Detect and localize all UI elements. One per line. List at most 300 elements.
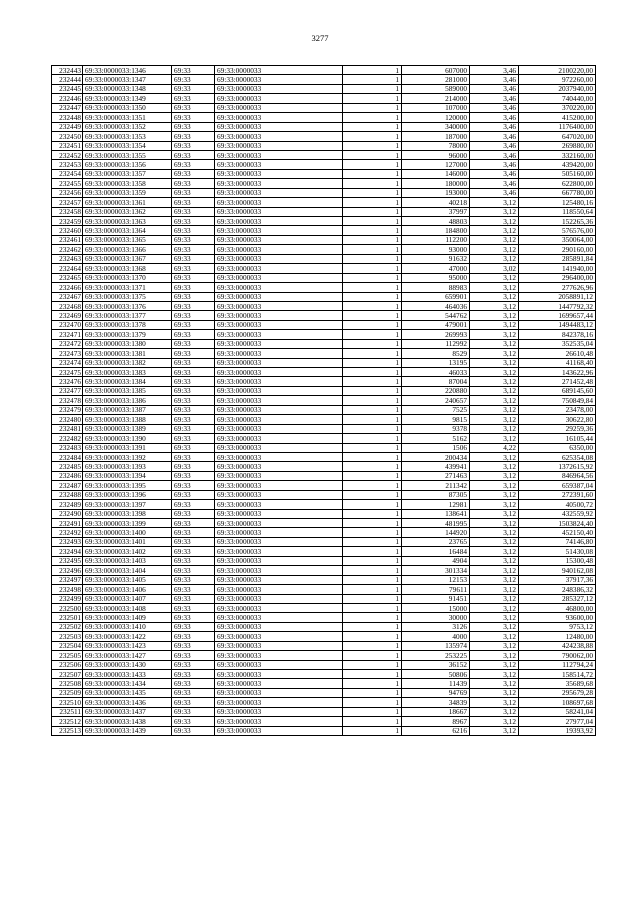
table-row [52, 632, 596, 641]
area-cell: 200434 [402, 452, 470, 461]
cadastral-number-cell: 69:33:0000033:1389 [83, 424, 172, 433]
cadastral-number-cell: 69:33:0000033:1404 [83, 566, 172, 575]
cadastral-number-cell: 69:33:0000033:1397 [83, 500, 172, 509]
area-cell: 46033 [402, 368, 470, 377]
quarter-number-cell: 69:33:0000033 [215, 226, 343, 235]
district-code-cell: 69:33 [172, 150, 215, 159]
table-body [52, 66, 596, 736]
table-row [52, 641, 596, 650]
quarter-number-cell: 69:33:0000033 [215, 641, 343, 650]
value-cell: 1494483,12 [519, 320, 596, 329]
quarter-number-cell: 69:33:0000033 [215, 547, 343, 556]
table-row [52, 670, 596, 679]
rate-cell: 3,12 [470, 273, 519, 282]
count-cell: 1 [343, 132, 402, 141]
table-row [52, 283, 596, 292]
area-cell: 1506 [402, 443, 470, 452]
rate-cell: 3,02 [470, 264, 519, 273]
rate-cell: 3,12 [470, 509, 519, 518]
rate-cell: 3,12 [470, 207, 519, 216]
district-code-cell: 69:33 [172, 434, 215, 443]
value-cell: 424238,88 [519, 641, 596, 650]
district-code-cell: 69:33 [172, 660, 215, 669]
row-number-cell: 232449 [52, 122, 83, 131]
cadastral-number-cell: 69:33:0000033:1358 [83, 179, 172, 188]
cadastral-number-cell: 69:33:0000033:1402 [83, 547, 172, 556]
table-row [52, 679, 596, 688]
rate-cell: 3,12 [470, 339, 519, 348]
cadastral-number-cell: 69:33:0000033:1399 [83, 519, 172, 528]
table-row [52, 594, 596, 603]
cadastral-number-cell: 69:33:0000033:1384 [83, 377, 172, 386]
quarter-number-cell: 69:33:0000033 [215, 150, 343, 159]
district-code-cell: 69:33 [172, 66, 215, 75]
rate-cell: 3,12 [470, 556, 519, 565]
cadastral-number-cell: 69:33:0000033:1410 [83, 622, 172, 631]
count-cell: 1 [343, 641, 402, 650]
value-cell: 6350,00 [519, 443, 596, 452]
quarter-number-cell: 69:33:0000033 [215, 169, 343, 178]
table-row [52, 424, 596, 433]
value-cell: 15300,48 [519, 556, 596, 565]
district-code-cell: 69:33 [172, 226, 215, 235]
cadastral-number-cell: 69:33:0000033:1381 [83, 349, 172, 358]
quarter-number-cell: 69:33:0000033 [215, 594, 343, 603]
cadastral-number-cell: 69:33:0000033:1401 [83, 537, 172, 546]
district-code-cell: 69:33 [172, 358, 215, 367]
count-cell: 1 [343, 75, 402, 84]
quarter-number-cell: 69:33:0000033 [215, 160, 343, 169]
cadastral-number-cell: 69:33:0000033:1383 [83, 368, 172, 377]
rate-cell: 3,12 [470, 424, 519, 433]
count-cell: 1 [343, 471, 402, 480]
quarter-number-cell: 69:33:0000033 [215, 358, 343, 367]
table-row [52, 603, 596, 612]
area-cell: 18667 [402, 707, 470, 716]
district-code-cell: 69:33 [172, 339, 215, 348]
count-cell: 1 [343, 207, 402, 216]
row-number-cell: 232478 [52, 396, 83, 405]
row-number-cell: 232489 [52, 500, 83, 509]
row-number-cell: 232469 [52, 311, 83, 320]
area-cell: 12153 [402, 575, 470, 584]
row-number-cell: 232448 [52, 113, 83, 122]
table-row [52, 320, 596, 329]
quarter-number-cell: 69:33:0000033 [215, 585, 343, 594]
district-code-cell: 69:33 [172, 632, 215, 641]
cadastral-number-cell: 69:33:0000033:1434 [83, 679, 172, 688]
rate-cell: 3,12 [470, 594, 519, 603]
area-cell: 78000 [402, 141, 470, 150]
count-cell: 1 [343, 651, 402, 660]
quarter-number-cell: 69:33:0000033 [215, 698, 343, 707]
district-code-cell: 69:33 [172, 396, 215, 405]
count-cell: 1 [343, 349, 402, 358]
district-code-cell: 69:33 [172, 122, 215, 131]
district-code-cell: 69:33 [172, 179, 215, 188]
area-cell: 607000 [402, 66, 470, 75]
district-code-cell: 69:33 [172, 566, 215, 575]
row-number-cell: 232450 [52, 132, 83, 141]
district-code-cell: 69:33 [172, 613, 215, 622]
row-number-cell: 232456 [52, 188, 83, 197]
table-row [52, 122, 596, 131]
row-number-cell: 232455 [52, 179, 83, 188]
value-cell: 141940,00 [519, 264, 596, 273]
rate-cell: 3,12 [470, 670, 519, 679]
area-cell: 8967 [402, 717, 470, 726]
row-number-cell: 232443 [52, 66, 83, 75]
quarter-number-cell: 69:33:0000033 [215, 301, 343, 310]
district-code-cell: 69:33 [172, 301, 215, 310]
count-cell: 1 [343, 254, 402, 263]
rate-cell: 3,12 [470, 632, 519, 641]
value-cell: 74146,80 [519, 537, 596, 546]
row-number-cell: 232481 [52, 424, 83, 433]
area-cell: 79611 [402, 585, 470, 594]
table-row [52, 660, 596, 669]
row-number-cell: 232468 [52, 301, 83, 310]
area-cell: 112992 [402, 339, 470, 348]
quarter-number-cell: 69:33:0000033 [215, 500, 343, 509]
quarter-number-cell: 69:33:0000033 [215, 245, 343, 254]
count-cell: 1 [343, 528, 402, 537]
table-row [52, 217, 596, 226]
row-number-cell: 232474 [52, 358, 83, 367]
value-cell: 432559,92 [519, 509, 596, 518]
count-cell: 1 [343, 519, 402, 528]
row-number-cell: 232500 [52, 603, 83, 612]
table-row [52, 434, 596, 443]
cadastral-number-cell: 69:33:0000033:1385 [83, 386, 172, 395]
cadastral-number-cell: 69:33:0000033:1347 [83, 75, 172, 84]
value-cell: 41168,40 [519, 358, 596, 367]
count-cell: 1 [343, 698, 402, 707]
cadastral-number-cell: 69:33:0000033:1354 [83, 141, 172, 150]
row-number-cell: 232492 [52, 528, 83, 537]
cadastral-number-cell: 69:33:0000033:1370 [83, 273, 172, 282]
count-cell: 1 [343, 688, 402, 697]
area-cell: 16484 [402, 547, 470, 556]
area-cell: 112200 [402, 235, 470, 244]
count-cell: 1 [343, 556, 402, 565]
quarter-number-cell: 69:33:0000033 [215, 264, 343, 273]
table-row [52, 462, 596, 471]
table-row [52, 132, 596, 141]
count-cell: 1 [343, 169, 402, 178]
count-cell: 1 [343, 452, 402, 461]
table-row [52, 207, 596, 216]
district-code-cell: 69:33 [172, 292, 215, 301]
row-number-cell: 232454 [52, 169, 83, 178]
rate-cell: 3,12 [470, 311, 519, 320]
row-number-cell: 232458 [52, 207, 83, 216]
area-cell: 94769 [402, 688, 470, 697]
value-cell: 1372615,92 [519, 462, 596, 471]
cadastral-number-cell: 69:33:0000033:1408 [83, 603, 172, 612]
count-cell: 1 [343, 679, 402, 688]
rate-cell: 3,12 [470, 688, 519, 697]
table-row [52, 622, 596, 631]
table-row [52, 273, 596, 282]
rate-cell: 3,12 [470, 651, 519, 660]
quarter-number-cell: 69:33:0000033 [215, 339, 343, 348]
cadastral-number-cell: 69:33:0000033:1393 [83, 462, 172, 471]
area-cell: 301334 [402, 566, 470, 575]
count-cell: 1 [343, 415, 402, 424]
district-code-cell: 69:33 [172, 103, 215, 112]
area-cell: 180000 [402, 179, 470, 188]
count-cell: 1 [343, 424, 402, 433]
area-cell: 47000 [402, 264, 470, 273]
rate-cell: 3,12 [470, 660, 519, 669]
area-cell: 479001 [402, 320, 470, 329]
rate-cell: 3,12 [470, 386, 519, 395]
value-cell: 750849,84 [519, 396, 596, 405]
value-cell: 27977,04 [519, 717, 596, 726]
district-code-cell: 69:33 [172, 585, 215, 594]
area-cell: 15000 [402, 603, 470, 612]
value-cell: 1699657,44 [519, 311, 596, 320]
rate-cell: 3,12 [470, 330, 519, 339]
rate-cell: 3,12 [470, 462, 519, 471]
area-cell: 146000 [402, 169, 470, 178]
district-code-cell: 69:33 [172, 707, 215, 716]
area-cell: 193000 [402, 188, 470, 197]
district-code-cell: 69:33 [172, 594, 215, 603]
district-code-cell: 69:33 [172, 462, 215, 471]
row-number-cell: 232507 [52, 670, 83, 679]
district-code-cell: 69:33 [172, 84, 215, 93]
area-cell: 120000 [402, 113, 470, 122]
table-row [52, 377, 596, 386]
quarter-number-cell: 69:33:0000033 [215, 320, 343, 329]
quarter-number-cell: 69:33:0000033 [215, 490, 343, 499]
district-code-cell: 69:33 [172, 443, 215, 452]
rate-cell: 3,12 [470, 481, 519, 490]
table-row [52, 471, 596, 480]
row-number-cell: 232472 [52, 339, 83, 348]
quarter-number-cell: 69:33:0000033 [215, 84, 343, 93]
district-code-cell: 69:33 [172, 547, 215, 556]
count-cell: 1 [343, 339, 402, 348]
table-row [52, 405, 596, 414]
area-cell: 269993 [402, 330, 470, 339]
value-cell: 667780,00 [519, 188, 596, 197]
cadastral-number-cell: 69:33:0000033:1387 [83, 405, 172, 414]
area-cell: 37997 [402, 207, 470, 216]
district-code-cell: 69:33 [172, 537, 215, 546]
row-number-cell: 232510 [52, 698, 83, 707]
value-cell: 93600,00 [519, 613, 596, 622]
rate-cell: 3,12 [470, 217, 519, 226]
area-cell: 253225 [402, 651, 470, 660]
table-row [52, 292, 596, 301]
district-code-cell: 69:33 [172, 311, 215, 320]
cadastral-number-cell: 69:33:0000033:1377 [83, 311, 172, 320]
row-number-cell: 232501 [52, 613, 83, 622]
row-number-cell: 232467 [52, 292, 83, 301]
rate-cell: 3,12 [470, 358, 519, 367]
district-code-cell: 69:33 [172, 254, 215, 263]
quarter-number-cell: 69:33:0000033 [215, 632, 343, 641]
district-code-cell: 69:33 [172, 509, 215, 518]
count-cell: 1 [343, 547, 402, 556]
district-code-cell: 69:33 [172, 490, 215, 499]
count-cell: 1 [343, 84, 402, 93]
rate-cell: 3,12 [470, 245, 519, 254]
cadastral-number-cell: 69:33:0000033:1407 [83, 594, 172, 603]
value-cell: 285327,12 [519, 594, 596, 603]
value-cell: 452150,40 [519, 528, 596, 537]
table-row [52, 509, 596, 518]
value-cell: 622800,00 [519, 179, 596, 188]
row-number-cell: 232485 [52, 462, 83, 471]
row-number-cell: 232487 [52, 481, 83, 490]
area-cell: 589000 [402, 84, 470, 93]
count-cell: 1 [343, 377, 402, 386]
cadastral-number-cell: 69:33:0000033:1365 [83, 235, 172, 244]
cadastral-value-table [51, 65, 596, 736]
count-cell: 1 [343, 603, 402, 612]
quarter-number-cell: 69:33:0000033 [215, 75, 343, 84]
cadastral-number-cell: 69:33:0000033:1359 [83, 188, 172, 197]
area-cell: 439941 [402, 462, 470, 471]
quarter-number-cell: 69:33:0000033 [215, 434, 343, 443]
row-number-cell: 232445 [52, 84, 83, 93]
value-cell: 19393,92 [519, 726, 596, 735]
table-row [52, 330, 596, 339]
quarter-number-cell: 69:33:0000033 [215, 396, 343, 405]
count-cell: 1 [343, 622, 402, 631]
value-cell: 30622,80 [519, 415, 596, 424]
rate-cell: 3,12 [470, 679, 519, 688]
table-row [52, 566, 596, 575]
value-cell: 350064,00 [519, 235, 596, 244]
quarter-number-cell: 69:33:0000033 [215, 377, 343, 386]
quarter-number-cell: 69:33:0000033 [215, 603, 343, 612]
area-cell: 240657 [402, 396, 470, 405]
table-row [52, 349, 596, 358]
count-cell: 1 [343, 141, 402, 150]
value-cell: 415200,00 [519, 113, 596, 122]
quarter-number-cell: 69:33:0000033 [215, 556, 343, 565]
value-cell: 118550,64 [519, 207, 596, 216]
rate-cell: 3,12 [470, 301, 519, 310]
count-cell: 1 [343, 368, 402, 377]
rate-cell: 3,12 [470, 537, 519, 546]
rate-cell: 3,12 [470, 528, 519, 537]
cadastral-number-cell: 69:33:0000033:1435 [83, 688, 172, 697]
table-row [52, 226, 596, 235]
rate-cell: 3,46 [470, 160, 519, 169]
value-cell: 740440,00 [519, 94, 596, 103]
value-cell: 51430,08 [519, 547, 596, 556]
count-cell: 1 [343, 311, 402, 320]
count-cell: 1 [343, 490, 402, 499]
rate-cell: 3,12 [470, 368, 519, 377]
district-code-cell: 69:33 [172, 245, 215, 254]
value-cell: 689145,60 [519, 386, 596, 395]
rate-cell: 3,46 [470, 132, 519, 141]
quarter-number-cell: 69:33:0000033 [215, 386, 343, 395]
area-cell: 138641 [402, 509, 470, 518]
cadastral-number-cell: 69:33:0000033:1398 [83, 509, 172, 518]
cadastral-number-cell: 69:33:0000033:1375 [83, 292, 172, 301]
area-cell: 135974 [402, 641, 470, 650]
row-number-cell: 232506 [52, 660, 83, 669]
value-cell: 625354,08 [519, 452, 596, 461]
table-row [52, 688, 596, 697]
table-row [52, 141, 596, 150]
row-number-cell: 232471 [52, 330, 83, 339]
count-cell: 1 [343, 462, 402, 471]
quarter-number-cell: 69:33:0000033 [215, 622, 343, 631]
count-cell: 1 [343, 594, 402, 603]
district-code-cell: 69:33 [172, 132, 215, 141]
row-number-cell: 232453 [52, 160, 83, 169]
district-code-cell: 69:33 [172, 452, 215, 461]
area-cell: 93000 [402, 245, 470, 254]
cadastral-number-cell: 69:33:0000033:1388 [83, 415, 172, 424]
district-code-cell: 69:33 [172, 235, 215, 244]
table-row [52, 198, 596, 207]
cadastral-number-cell: 69:33:0000033:1361 [83, 198, 172, 207]
area-cell: 11439 [402, 679, 470, 688]
district-code-cell: 69:33 [172, 207, 215, 216]
cadastral-number-cell: 69:33:0000033:1380 [83, 339, 172, 348]
quarter-number-cell: 69:33:0000033 [215, 405, 343, 414]
quarter-number-cell: 69:33:0000033 [215, 207, 343, 216]
value-cell: 505160,00 [519, 169, 596, 178]
rate-cell: 3,12 [470, 698, 519, 707]
area-cell: 5162 [402, 434, 470, 443]
area-cell: 23765 [402, 537, 470, 546]
row-number-cell: 232486 [52, 471, 83, 480]
rate-cell: 3,12 [470, 452, 519, 461]
table-row [52, 264, 596, 273]
value-cell: 271452,48 [519, 377, 596, 386]
district-code-cell: 69:33 [172, 726, 215, 735]
table-row [52, 585, 596, 594]
quarter-number-cell: 69:33:0000033 [215, 368, 343, 377]
rate-cell: 3,12 [470, 707, 519, 716]
row-number-cell: 232462 [52, 245, 83, 254]
district-code-cell: 69:33 [172, 160, 215, 169]
rate-cell: 3,12 [470, 226, 519, 235]
district-code-cell: 69:33 [172, 679, 215, 688]
area-cell: 659901 [402, 292, 470, 301]
rate-cell: 3,12 [470, 575, 519, 584]
table-row [52, 500, 596, 509]
cadastral-number-cell: 69:33:0000033:1367 [83, 254, 172, 263]
quarter-number-cell: 69:33:0000033 [215, 132, 343, 141]
rate-cell: 3,12 [470, 349, 519, 358]
area-cell: 544762 [402, 311, 470, 320]
quarter-number-cell: 69:33:0000033 [215, 235, 343, 244]
quarter-number-cell: 69:33:0000033 [215, 330, 343, 339]
district-code-cell: 69:33 [172, 330, 215, 339]
row-number-cell: 232464 [52, 264, 83, 273]
quarter-number-cell: 69:33:0000033 [215, 688, 343, 697]
row-number-cell: 232494 [52, 547, 83, 556]
row-number-cell: 232505 [52, 651, 83, 660]
rate-cell: 3,46 [470, 188, 519, 197]
cadastral-number-cell: 69:33:0000033:1403 [83, 556, 172, 565]
value-cell: 40500,72 [519, 500, 596, 509]
cadastral-number-cell: 69:33:0000033:1366 [83, 245, 172, 254]
rate-cell: 3,12 [470, 283, 519, 292]
